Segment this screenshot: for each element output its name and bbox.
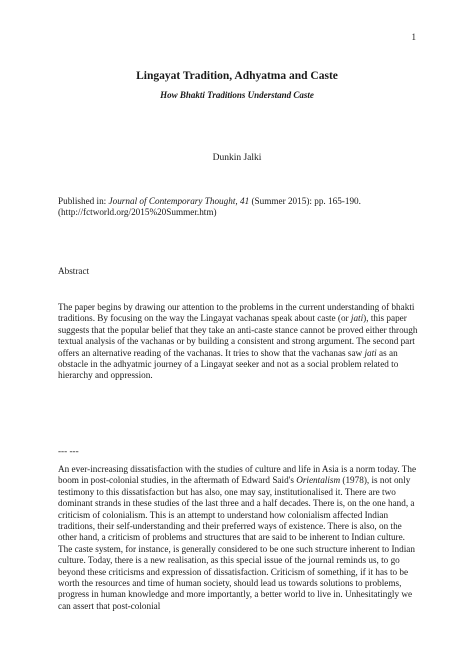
publication-details: (Summer 2015): pp. 165-190. <box>249 196 361 206</box>
abstract-text-2: ), this paper suggests that the popular belief that they take an anti-caste stance cannot be proved either through textual analysis of the vachanas or by building a consistent and strong argument. The second part offers an alternative reading of the vachanas. It tries to show that the vachanas saw <box>58 313 418 358</box>
paper-subtitle: How Bhakti Traditions Understand Caste <box>160 90 314 100</box>
abstract-jati-2: jati <box>364 347 377 358</box>
body-text-2: (1978), is not only testimony to this dissatisfaction but has also, one may say, institutionalised it. There are two dominant strands in these studies of the last three and a half decades. There is, on the one hand, a criticism of colonialism. This is an attempt to understand how colonialism affected Indian traditions, their self-understanding and their preferred ways of existence. There is also, on the other hand, a criticism of problems and structures that are said to be inherent to Indian culture. The caste system, for instance, is generally considered to be one such structure inherent to Indian culture. Today, there is a new realisation, as this special issue of the journal reminds us, to go beyond these criticisms and expression of dissatisfaction. Criticism of something, if it has to be worth the resources and time of human society, should lead us towards solutions to problems, progress in human knowledge and more importantly, a better world to live in. Unhesitatingly we can assert that post-colonial <box>58 475 415 611</box>
page-number: 1 <box>411 32 416 42</box>
publication-prefix: Published in: <box>58 196 109 206</box>
body-paragraph <box>58 464 418 612</box>
paper-title: Lingayat Tradition, Adhyatma and Caste <box>136 70 338 82</box>
publication-info <box>58 196 418 219</box>
body-orientalism: Orientalism <box>296 475 341 486</box>
abstract-heading: Abstract <box>58 266 90 276</box>
journal-name: Journal of Contemporary Thought, 41 <box>108 196 250 206</box>
author-name: Dunkin Jalki <box>212 153 262 163</box>
publication-url: (http://fctworld.org/2015%20Summer.htm) <box>58 207 217 218</box>
abstract-text-3: as an obstacle in the adhyatmic journey of a Lingayat seeker and not as a social problem related to hierarchy and oppression. <box>58 347 399 381</box>
body-text-1: An ever-increasing dissatisfaction with the studies of culture and life in Asia is a norm today. The boom in post-colonial studies, in the aftermath of Edward Said's <box>58 464 417 486</box>
abstract-jati-1: jati <box>350 313 364 324</box>
section-separator: --- --- <box>58 446 79 456</box>
abstract-text-1: The paper begins by drawing our attention to the problems in the current understanding of bhakti traditions. By focusing on the way the Lingayat vachanas speak about caste (or <box>58 302 415 324</box>
abstract-body <box>58 302 418 382</box>
